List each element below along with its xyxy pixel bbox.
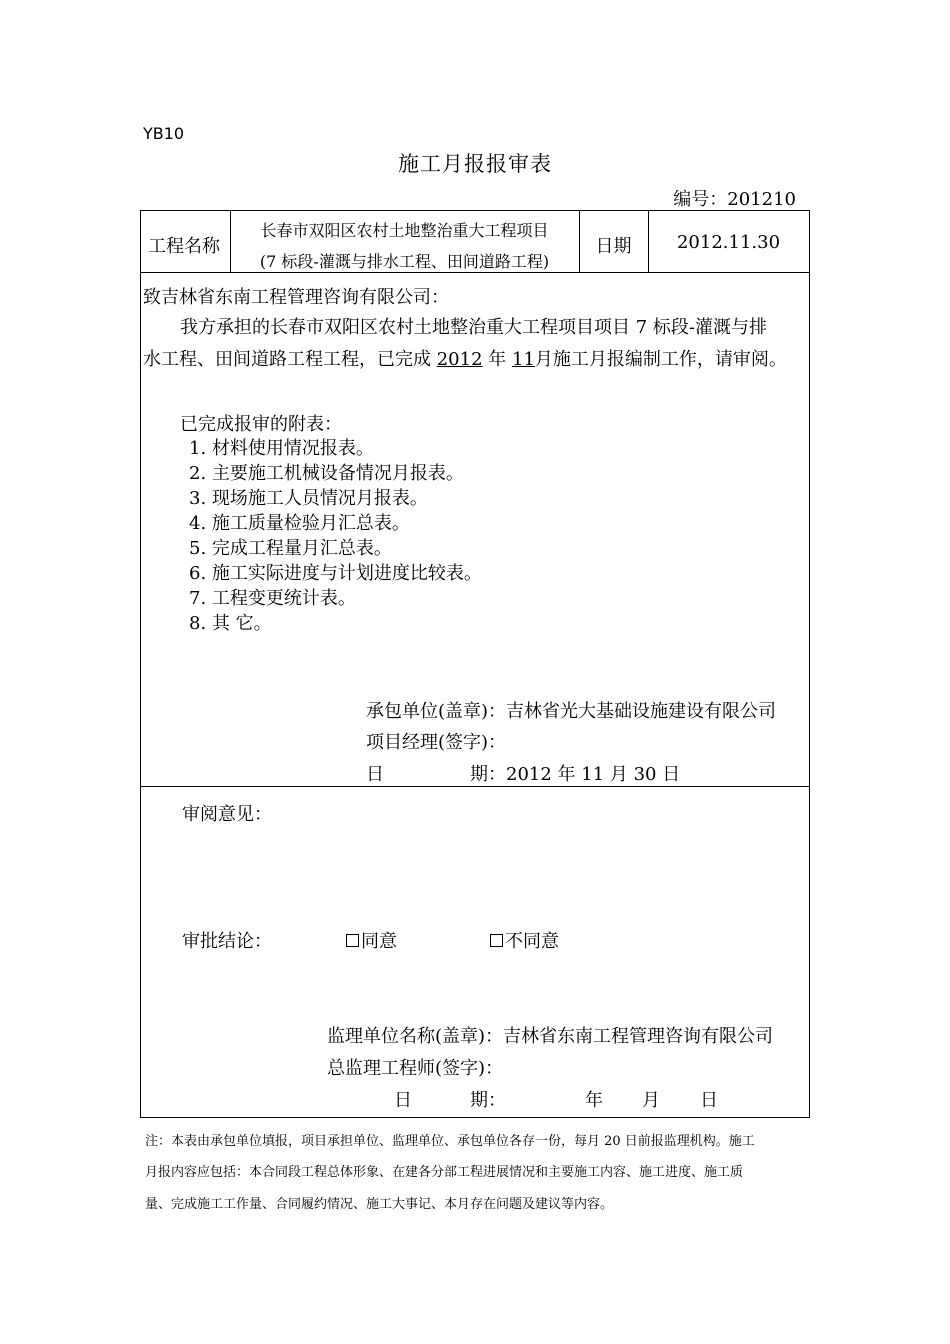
- attachment-text: 工程变更统计表。: [211, 588, 356, 609]
- attachment-item: [189, 584, 356, 610]
- contractor-date-line: [470, 760, 680, 786]
- attachment-text: 材料使用情况报表。: [211, 438, 374, 459]
- attachment-item: [189, 609, 272, 635]
- attachment-item: [189, 534, 392, 560]
- serial-label: 编号：: [673, 189, 728, 210]
- attachment-num: 4.: [189, 513, 207, 534]
- attachment-item: [189, 434, 374, 460]
- contractor-line: [366, 697, 776, 723]
- paragraph-suffix: 月施工月报编制工作，请审阅。: [534, 349, 787, 370]
- project-name-line1: 长春市双阳区农村土地整治重大工程项目: [260, 221, 549, 240]
- page-title: 施工月报报审表: [398, 152, 552, 176]
- year-unit: 年: [488, 349, 507, 370]
- review-year-unit: 年: [585, 1090, 603, 1111]
- attachment-item: [189, 484, 428, 510]
- project-name-label: 工程名称: [148, 236, 220, 257]
- attachment-text: 其 它。: [211, 613, 272, 634]
- attachments-title: 已完成报审的附表：: [180, 414, 342, 435]
- attachment-num: 8.: [189, 613, 207, 634]
- chief-engineer-label: 总监理工程师(签字)：: [327, 1058, 504, 1079]
- supervisor-value: 吉林省东南工程管理咨询有限公司: [503, 1026, 774, 1047]
- paragraph-prefix: 水工程、田间道路工程工程，已完成: [143, 349, 431, 370]
- project-manager-label: 项目经理(签字)：: [366, 732, 507, 753]
- review-month-unit: 月: [642, 1090, 660, 1111]
- review-date-label-a: 日: [394, 1090, 412, 1111]
- form-code: YB10: [143, 124, 185, 143]
- supervisor-line: [327, 1022, 773, 1048]
- attachment-text: 施工质量检验月汇总表。: [211, 513, 410, 534]
- contractor-label: 承包单位(盖章)：: [366, 701, 507, 722]
- attachment-num: 7.: [189, 588, 207, 609]
- attachment-text: 主要施工机械设备情况月报表。: [211, 463, 464, 484]
- project-name-line2: (7 标段-灌溉与排水工程、田间道路工程): [259, 252, 550, 271]
- checkbox-disagree[interactable]: [490, 934, 503, 947]
- option-disagree-label: 不同意: [505, 931, 559, 952]
- report-year: 2012: [436, 349, 483, 370]
- report-month: 11: [512, 349, 535, 370]
- report-paragraph-line1: 我方承担的长春市双阳区农村土地整治重大工程项目项目 7 标段-灌溉与排: [180, 317, 767, 338]
- option-disagree[interactable]: [490, 927, 559, 953]
- note-line1: 注：本表由承包单位填报，项目承担单位、监理单位、承包单位各存一份，每月 20 日前报监理机构。施工: [145, 1134, 755, 1149]
- attachment-num: 3.: [189, 488, 207, 509]
- contractor-date-value: 2012 年 11 月 30 日: [506, 764, 681, 785]
- contractor-value: 吉林省光大基础设施建设有限公司: [506, 701, 777, 722]
- review-date-label-b: 期：: [470, 1090, 506, 1111]
- note-line3: 量、完成施工工作量、合同履约情况、施工大事记、本月存在问题及建议等内容。: [145, 1197, 614, 1212]
- checkbox-agree[interactable]: [346, 934, 359, 947]
- attachment-num: 6.: [189, 563, 207, 584]
- attachment-text: 施工实际进度与计划进度比较表。: [211, 563, 482, 584]
- serial-number: [673, 185, 796, 211]
- serial-value: 201210: [727, 189, 796, 210]
- option-agree-label: 同意: [361, 931, 397, 952]
- attachment-text: 完成工程量月汇总表。: [211, 538, 392, 559]
- attachment-item: [189, 509, 410, 535]
- supervisor-label: 监理单位名称(盖章)：: [327, 1026, 504, 1047]
- addressee: 致吉林省东南工程管理咨询有限公司：: [143, 287, 449, 308]
- review-opinion-label: 审阅意见：: [182, 804, 272, 825]
- contractor-date-label-b: 期：: [470, 764, 506, 785]
- note-line2: 月报内容应包括：本合同段工程总体形象、在建各分部工程进展情况和主要施工内容、施工进度、施工质: [145, 1165, 744, 1180]
- conclusion-label: 审批结论：: [182, 931, 272, 952]
- attachment-item: [189, 559, 482, 585]
- report-paragraph-line2: [143, 345, 787, 371]
- date-value: 2012.11.30: [676, 232, 781, 253]
- review-day-unit: 日: [700, 1090, 718, 1111]
- attachment-item: [189, 459, 464, 485]
- attachment-num: 5.: [189, 538, 207, 559]
- attachment-num: 2.: [189, 463, 207, 484]
- date-label: 日期: [595, 236, 632, 257]
- option-agree[interactable]: [346, 927, 397, 953]
- attachment-text: 现场施工人员情况月报表。: [211, 488, 428, 509]
- contractor-date-label-a: 日: [366, 764, 384, 785]
- attachment-num: 1.: [189, 438, 207, 459]
